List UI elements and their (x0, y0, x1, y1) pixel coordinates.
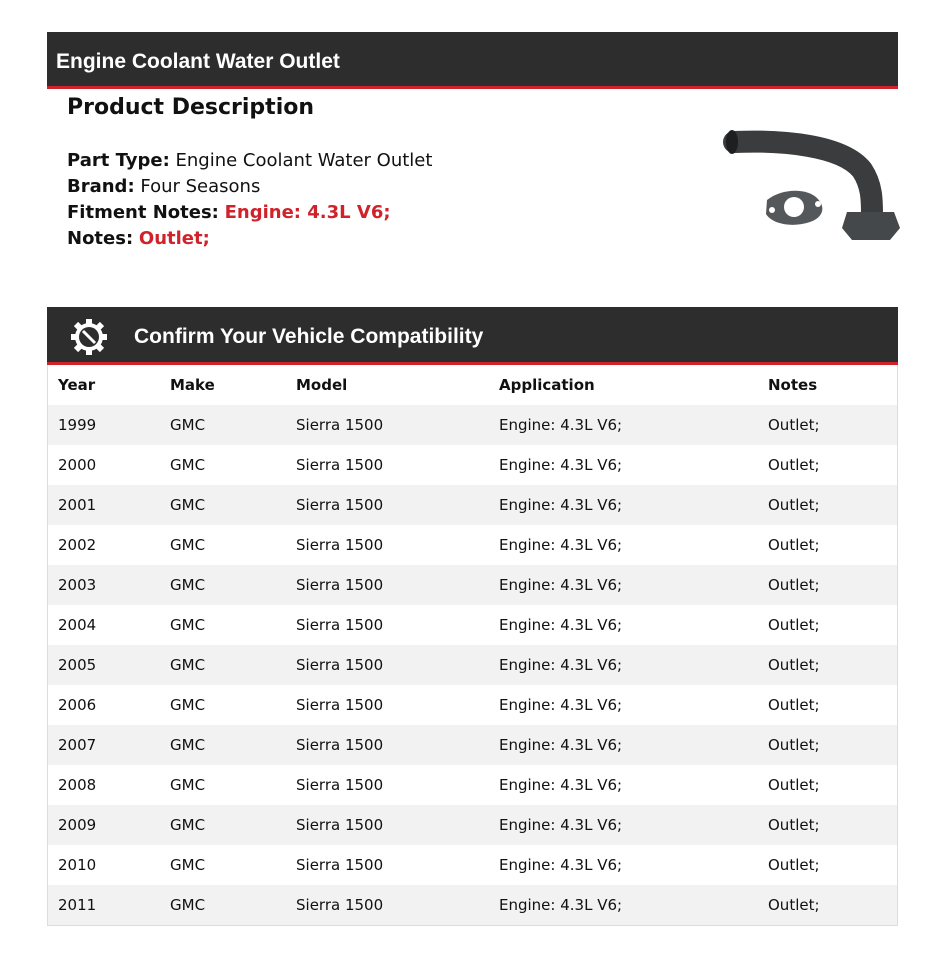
notes-value: Outlet; (138, 228, 210, 249)
notes-label: Notes: (67, 228, 134, 249)
table-cell: Sierra 1500 (296, 816, 384, 834)
table-cell: 2007 (58, 736, 97, 754)
table-cell: Engine: 4.3L V6; (499, 696, 623, 714)
table-cell: Engine: 4.3L V6; (499, 816, 623, 834)
table-cell: Outlet; (768, 856, 820, 874)
table-cell: GMC (170, 776, 206, 794)
table-cell: Outlet; (768, 576, 820, 594)
gear-wrench-icon (69, 317, 109, 357)
product-title: Engine Coolant Water Outlet (56, 50, 340, 73)
table-cell: Outlet; (768, 616, 820, 634)
table-cell: 2006 (58, 696, 97, 714)
column-header: Make (170, 376, 215, 394)
table-cell: Outlet; (768, 816, 820, 834)
table-cell: Outlet; (768, 496, 820, 514)
table-cell: GMC (170, 696, 206, 714)
table-cell: Sierra 1500 (296, 536, 384, 554)
column-header: Model (296, 376, 348, 394)
table-cell: Engine: 4.3L V6; (499, 856, 623, 874)
table-cell: GMC (170, 896, 206, 914)
column-header: Notes (768, 376, 818, 394)
table-cell: Outlet; (768, 456, 820, 474)
table-row (48, 765, 897, 805)
product-image (722, 100, 902, 260)
table-cell: Sierra 1500 (296, 656, 384, 674)
table-cell: Engine: 4.3L V6; (499, 616, 623, 634)
compatibility-title: Confirm Your Vehicle Compatibility (134, 325, 484, 348)
table-cell: Engine: 4.3L V6; (499, 576, 623, 594)
brand-label: Brand: (67, 176, 135, 197)
table-cell: 2005 (58, 656, 97, 674)
table-cell: Sierra 1500 (296, 496, 384, 514)
table-cell: Outlet; (768, 656, 820, 674)
part-type-label: Part Type: (67, 150, 170, 171)
table-cell: GMC (170, 456, 206, 474)
table-cell: 2000 (58, 456, 97, 474)
table-row (48, 645, 897, 685)
part-type-line (67, 148, 432, 174)
fitment-label: Fitment Notes: (67, 202, 219, 223)
table-cell: Outlet; (768, 776, 820, 794)
table-cell: 2002 (58, 536, 97, 554)
table-cell: Sierra 1500 (296, 896, 384, 914)
table-cell: GMC (170, 496, 206, 514)
product-title-bar (47, 32, 898, 89)
table-row (48, 565, 897, 605)
compatibility-table (47, 365, 898, 926)
notes-line (67, 226, 210, 252)
table-cell: Engine: 4.3L V6; (499, 416, 623, 434)
table-row (48, 885, 897, 925)
table-cell: Outlet; (768, 896, 820, 914)
table-cell: 2004 (58, 616, 97, 634)
table-row (48, 445, 897, 485)
table-cell: Engine: 4.3L V6; (499, 496, 623, 514)
table-cell: Outlet; (768, 416, 820, 434)
table-cell: Engine: 4.3L V6; (499, 456, 623, 474)
table-cell: GMC (170, 616, 206, 634)
table-cell: Sierra 1500 (296, 456, 384, 474)
table-cell: Outlet; (768, 536, 820, 554)
table-cell: Engine: 4.3L V6; (499, 896, 623, 914)
fitment-value: Engine: 4.3L V6; (224, 202, 391, 223)
fitment-line (67, 200, 391, 226)
table-cell: GMC (170, 656, 206, 674)
table-cell: 2009 (58, 816, 97, 834)
compatibility-bar (47, 307, 898, 365)
column-header: Year (58, 376, 96, 394)
table-cell: 1999 (58, 416, 97, 434)
table-cell: Sierra 1500 (296, 416, 384, 434)
table-cell: 2008 (58, 776, 97, 794)
table-cell: Engine: 4.3L V6; (499, 536, 623, 554)
table-cell: 2001 (58, 496, 97, 514)
table-cell: Engine: 4.3L V6; (499, 736, 623, 754)
table-row (48, 525, 897, 565)
table-cell: Outlet; (768, 736, 820, 754)
table-row (48, 405, 897, 445)
table-cell: GMC (170, 416, 206, 434)
table-cell: Engine: 4.3L V6; (499, 776, 623, 794)
table-cell: GMC (170, 576, 206, 594)
table-header-row (48, 365, 897, 405)
table-cell: GMC (170, 816, 206, 834)
table-cell: Sierra 1500 (296, 776, 384, 794)
description-heading: Product Description (67, 95, 315, 120)
table-cell: GMC (170, 736, 206, 754)
table-cell: Sierra 1500 (296, 696, 384, 714)
brand-line (67, 174, 260, 200)
table-cell: Sierra 1500 (296, 616, 384, 634)
table-cell: 2010 (58, 856, 97, 874)
part-type-value: Engine Coolant Water Outlet (175, 150, 433, 171)
table-row (48, 685, 897, 725)
table-cell: Sierra 1500 (296, 856, 384, 874)
table-cell: Sierra 1500 (296, 736, 384, 754)
table-cell: GMC (170, 536, 206, 554)
table-cell: Engine: 4.3L V6; (499, 656, 623, 674)
table-cell: Outlet; (768, 696, 820, 714)
table-cell: GMC (170, 856, 206, 874)
table-row (48, 845, 897, 885)
table-cell: 2003 (58, 576, 97, 594)
table-row (48, 485, 897, 525)
table-row (48, 605, 897, 645)
table-cell: 2011 (58, 896, 97, 914)
table-row (48, 805, 897, 845)
column-header: Application (499, 376, 595, 394)
brand-value: Four Seasons (140, 176, 261, 197)
table-cell: Sierra 1500 (296, 576, 384, 594)
table-row (48, 725, 897, 765)
